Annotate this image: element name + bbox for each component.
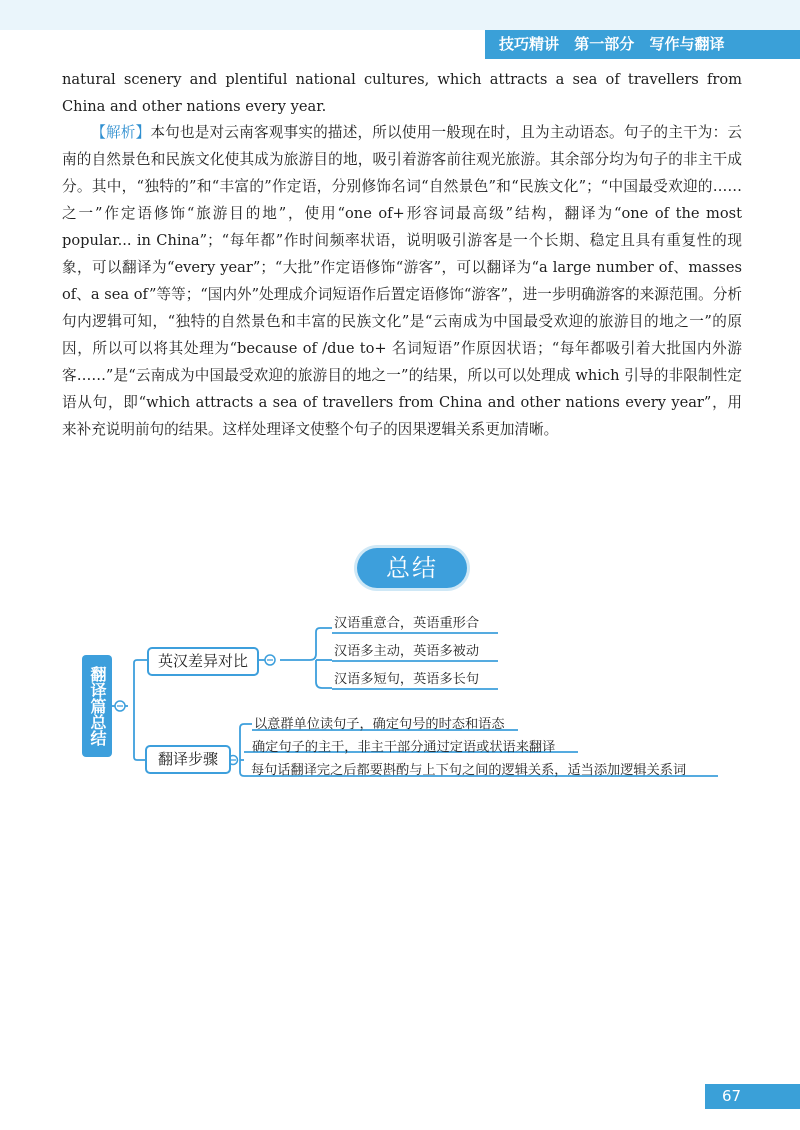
leaf-item: 以意群单位读句子，确定句号的时态和语态	[254, 717, 505, 732]
top-strip	[0, 0, 800, 30]
leaf-item: 汉语多主动，英语多被动	[334, 644, 480, 659]
leaf-item: 汉语重意合，英语重形合	[334, 616, 480, 631]
analysis-tag: 【解析】	[91, 124, 151, 141]
analysis-text: 本句也是对云南客观事实的描述，所以使用一般现在时，且为主动语态。句子的主干为：云南的自然景色和民族文化使其成为旅游目的地，吸引着游客前往观光旅游。其余部分均为句子的非主干成分。其中，“独特的”和“丰富的”作定语，分别修饰名词“自然景色”和“民族文化”；“中国最受欢迎的……之一”作定语修饰“旅游目的地”，使用“one of+形容词最高级”结构，翻译为“one of the most popular... in China”；“每年都”作时间频率状语，说明吸引游客是一个长期、稳定且具有重复性的现象，可以翻译为“every year”；“大批”作定语修饰“游客”，可以翻译为“a large number of、masses of、a sea of”等等；“国内外”处理成介词短语作后置定语修饰“游客”，进一步明确游客的来源范围。分析句内逻辑可知，“独特的自然景色和丰富的民族文化”是“云南成为中国最受欢迎的旅游目的地之一”的原因，所以可以将其处理为“because of /due to+ 名词短语”作原因状语；“每年都吸引着大批国内外游客……”是“云南成为中国最受欢迎的旅游目的地之一”的结果，所以可以处理成 which 引导的非限制性定语从句，即“which attracts a sea of travellers from China and other nations every year”，用来补充说明前句的结果。这样处理译文使整个句子的因果逻辑关系更加清晰。	[62, 124, 742, 438]
header-part: 第一部分	[574, 35, 635, 53]
summary-title: 总结	[357, 548, 467, 588]
running-header	[485, 30, 800, 59]
branch-steps: 翻译步骤	[145, 745, 231, 774]
header-section: 技巧精讲	[499, 35, 560, 53]
page-number: 67	[705, 1084, 800, 1109]
branch-differences: 英汉差异对比	[147, 647, 259, 676]
leaf-item: 每句话翻译完之后都要斟酌与上下句之间的逻辑关系，适当添加逻辑关系词	[251, 763, 687, 778]
mind-map-root: 翻译篇总结	[82, 655, 112, 757]
header-topic: 写作与翻译	[649, 35, 725, 53]
leaf-item: 汉语多短句，英语多长句	[334, 672, 480, 687]
leaf-item: 确定句子的主干，非主干部分通过定语或状语来翻译	[252, 740, 556, 755]
analysis-paragraph	[62, 119, 742, 443]
paragraph-continuation: natural scenery and plentiful national cultures, which attracts a sea of travellers from China and other nations every year.	[62, 71, 742, 115]
